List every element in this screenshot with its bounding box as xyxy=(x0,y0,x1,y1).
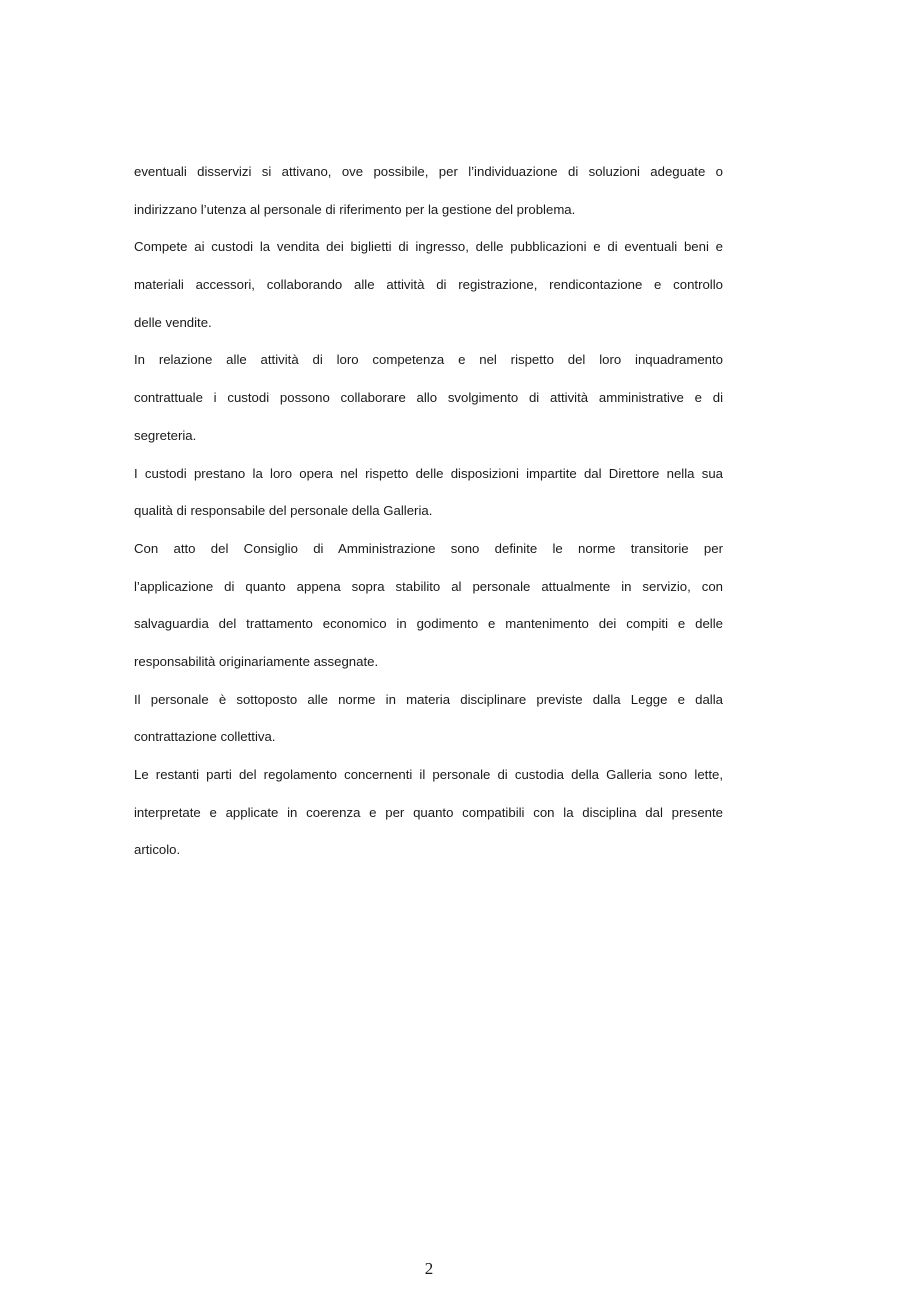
paragraph-5 xyxy=(134,537,723,688)
text-line: Con atto del Consiglio di Amministrazione sono definite le norme transitorie per xyxy=(134,540,723,556)
text-line: contrattazione collettiva. xyxy=(134,729,276,745)
paragraph-2 xyxy=(134,235,723,348)
paragraph-1 xyxy=(134,160,723,235)
text-line: Le restanti parti del regolamento concernenti il personale di custodia della Galleria sono lette, xyxy=(134,767,723,782)
text-line: delle vendite. xyxy=(134,314,212,330)
text-line: I custodi prestano la loro opera nel rispetto delle disposizioni impartite dal Direttore nella sua xyxy=(134,465,723,481)
text-line: l’applicazione di quanto appena sopra stabilito al personale attualmente in servizio, con xyxy=(134,578,723,594)
text-line: segreteria. xyxy=(134,427,197,443)
text-line: Compete ai custodi la vendita dei biglietti di ingresso, delle pubblicazioni e di eventuali beni e xyxy=(134,239,723,255)
text-line: indirizzano l’utenza al personale di riferimento per la gestione del problema. xyxy=(134,201,576,217)
text-line: responsabilità originariamente assegnate. xyxy=(134,653,379,669)
text-line: materiali accessori, collaborando alle attività di registrazione, rendicontazione e controllo xyxy=(134,277,723,293)
text-line: contrattuale i custodi possono collaborare allo svolgimento di attività amministrative e di xyxy=(134,390,723,406)
text-line: interpretate e applicate in coerenza e per quanto compatibili con la disciplina dal presente xyxy=(134,804,723,820)
body-text xyxy=(134,160,723,876)
paragraph-7 xyxy=(134,763,723,876)
page-number: 2 xyxy=(424,1259,434,1278)
text-line: Il personale è sottoposto alle norme in materia disciplinare previste dalla Legge e dalla xyxy=(134,691,723,707)
text-line: articolo. xyxy=(134,842,181,858)
paragraph-6 xyxy=(134,688,723,763)
paragraph-4 xyxy=(134,462,723,537)
text-line: eventuali disservizi si attivano, ove possibile, per l’individuazione di soluzioni adeguate o xyxy=(134,164,723,179)
text-line: qualità di responsabile del personale della Galleria. xyxy=(134,503,433,519)
text-line: salvaguardia del trattamento economico in godimento e mantenimento dei compiti e delle xyxy=(134,616,723,632)
text-line: In relazione alle attività di loro competenza e nel rispetto del loro inquadramento xyxy=(134,352,723,368)
paragraph-3 xyxy=(134,348,723,461)
